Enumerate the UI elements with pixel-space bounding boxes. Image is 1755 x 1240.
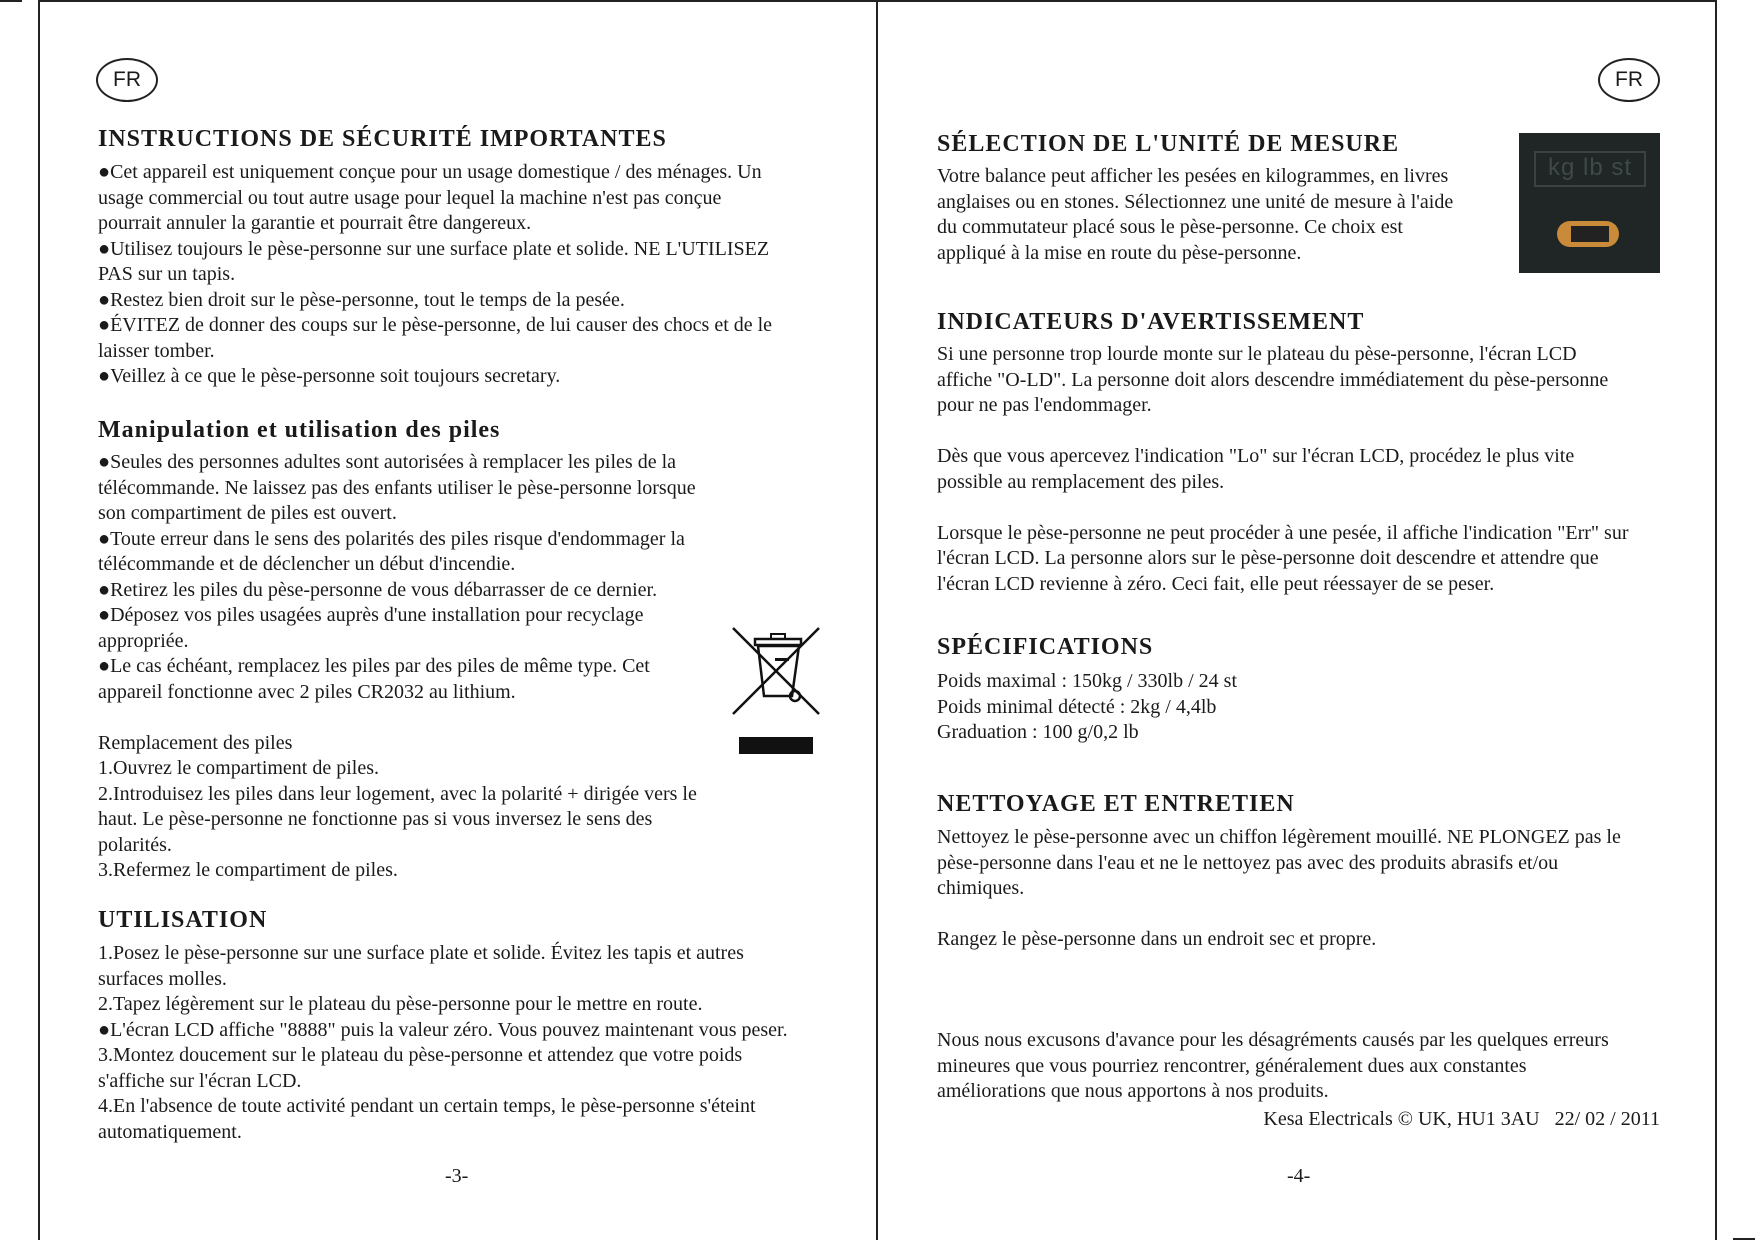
text-line: l'écran LCD. La personne alors sur le pèse-personne doit descendre et attendre que	[937, 547, 1599, 569]
text-line: possible au remplacement des piles.	[937, 470, 1225, 493]
page-number: -4-	[1287, 1165, 1311, 1187]
text-line: ●Déposez vos piles usagées auprès d'une installation pour recyclage	[98, 604, 644, 626]
section-heading: INSTRUCTIONS DE SÉCURITÉ IMPORTANTES	[98, 126, 667, 152]
language-badge: FR	[1598, 58, 1660, 102]
text-line: télécommande et de déclencher un début d'incendie.	[98, 553, 516, 575]
unit-switch-label: kg lb st	[1534, 151, 1646, 187]
text-line: ●Le cas échéant, remplacez les piles par des piles de même type. Cet	[98, 655, 650, 677]
text-line: Poids maximal : 150kg / 330lb / 24 st	[937, 670, 1238, 692]
text-line: ●Veillez à ce que le pèse-personne soit toujours secretary.	[98, 365, 561, 387]
section-heading: NETTOYAGE ET ENTRETIEN	[937, 791, 1295, 817]
text-line: ●Utilisez toujours le pèse-personne sur une surface plate et solide. NE L'UTILISEZ	[98, 237, 770, 260]
weee-crossed-bin-icon	[729, 624, 823, 758]
text-line: mineures que vous pourriez rencontrer, généralement dues aux constantes	[937, 1054, 1527, 1077]
section-heading: SÉLECTION DE L'UNITÉ DE MESURE	[937, 131, 1400, 157]
text-line: pourrait annuler la garantie et pourrait être dangereux.	[98, 212, 532, 234]
text-line: pour ne pas l'endommager.	[937, 394, 1152, 416]
section-body	[98, 450, 697, 884]
text-line: ●L'écran LCD affiche "8888" puis la valeur zéro. Vous pouvez maintenant vous peser.	[98, 1018, 788, 1041]
text-line: pèse-personne dans l'eau et ne le nettoyez pas avec des produits abrasifs et/ou	[937, 851, 1559, 874]
text-line: Poids minimal détecté : 2kg / 4,4lb	[937, 695, 1217, 718]
text-line: polarités.	[98, 833, 172, 856]
language-badge: FR	[96, 58, 158, 102]
left-page-border	[38, 0, 40, 1240]
text-line: Graduation : 100 g/0,2 lb	[937, 721, 1139, 743]
text-line: télécommande. Ne laissez pas des enfants utiliser le pèse-personne lorsque	[98, 476, 696, 499]
page-divider	[876, 0, 878, 1240]
text-line: laisser tomber.	[98, 339, 215, 362]
text-line: s'affiche sur l'écran LCD.	[98, 1069, 302, 1092]
section-body	[98, 160, 772, 390]
section-body	[937, 164, 1453, 266]
text-line: 3.Refermez le compartiment de piles.	[98, 859, 398, 881]
text-line: 2.Tapez légèrement sur le plateau du pèse-personne pour le mettre en route.	[98, 993, 703, 1015]
text-line: affiche "O-LD". La personne doit alors descendre immédiatement du pèse-personne	[937, 368, 1609, 391]
text-line: anglaises ou en stones. Sélectionnez une unité de mesure à l'aide	[937, 190, 1454, 213]
text-line: 2.Introduisez les piles dans leur logement, avec la polarité + dirigée vers le	[98, 782, 697, 805]
text-line: appliqué à la mise en route du pèse-personne.	[937, 241, 1302, 264]
section-heading: UTILISATION	[98, 907, 268, 933]
section-body	[937, 669, 1237, 746]
text-line: appropriée.	[98, 629, 189, 652]
footer-copyright: Kesa Electricals © UK, HU1 3AU 22/ 02 / 2011	[1263, 1108, 1660, 1130]
section-body	[98, 941, 788, 1145]
text-line: Votre balance peut afficher les pesées en kilogrammes, en livres	[937, 165, 1449, 187]
text-line: Si une personne trop lourde monte sur le plateau du pèse-personne, l'écran LCD	[937, 343, 1577, 365]
text-line: automatiquement.	[98, 1120, 242, 1143]
text-line: l'écran LCD revienne à zéro. Ceci fait, elle peut réessayer de se peser.	[937, 572, 1495, 595]
text-line: son compartiment de piles est ouvert.	[98, 502, 397, 524]
unit-slider-switch	[1557, 221, 1619, 247]
section-heading: SPÉCIFICATIONS	[937, 634, 1154, 660]
text-line: ●Retirez les piles du pèse-personne de vous débarrasser de ce dernier.	[98, 578, 658, 601]
text-line	[937, 495, 1629, 521]
text-line: PAS sur un tapis.	[98, 263, 236, 285]
text-line: usage commercial ou tout autre usage pour lequel la machine n'est pas conçue	[98, 186, 722, 209]
section-heading: INDICATEURS D'AVERTISSEMENT	[937, 309, 1365, 335]
text-line: Nettoyez le pèse-personne avec un chiffon légèrement mouillé. NE PLONGEZ pas le	[937, 826, 1621, 848]
text-line: Nous nous excusons d'avance pour les désagréments causés par les quelques erreurs	[937, 1029, 1609, 1051]
text-line: chimiques.	[937, 877, 1025, 899]
text-line: 1.Posez le pèse-personne sur une surface plate et solide. Évitez les tapis et autres	[98, 942, 744, 964]
text-line: 1.Ouvrez le compartiment de piles.	[98, 757, 380, 779]
text-line: 3.Montez doucement sur le plateau du pèse-personne et attendez que votre poids	[98, 1044, 743, 1066]
text-line: ●Restez bien droit sur le pèse-personne, tout le temps de la pesée.	[98, 288, 625, 311]
unit-switch-photo	[1519, 133, 1660, 273]
page-number: -3-	[445, 1165, 469, 1187]
section-heading: Manipulation et utilisation des piles	[98, 417, 501, 443]
text-line: surfaces molles.	[98, 967, 227, 990]
text-line: ●Toute erreur dans le sens des polarités des piles risque d'endommager la	[98, 527, 685, 550]
text-line: ●Cet appareil est uniquement conçue pour un usage domestique / des ménages. Un	[98, 161, 762, 183]
text-line: ●ÉVITEZ de donner des coups sur le pèse-personne, de lui causer des chocs et de le	[98, 314, 773, 336]
text-line	[937, 902, 1621, 928]
page-top-border	[39, 0, 1717, 2]
crop-mark	[0, 0, 22, 2]
text-line: améliorations que nous apportons à nos produits.	[937, 1080, 1329, 1102]
text-line: Dès que vous apercevez l'indication "Lo" sur l'écran LCD, procédez le plus vite	[937, 445, 1575, 467]
text-line: Rangez le pèse-personne dans un endroit sec et propre.	[937, 928, 1377, 950]
text-line: ●Seules des personnes adultes sont autorisées à remplacer les piles de la	[98, 451, 677, 473]
text-line: du commutateur placé sous le pèse-personne. Ce choix est	[937, 216, 1403, 238]
right-page-border	[1715, 0, 1717, 1240]
text-line: haut. Le pèse-personne ne fonctionne pas si vous inversez le sens des	[98, 808, 653, 830]
text-line: appareil fonctionne avec 2 piles CR2032 au lithium.	[98, 680, 516, 703]
text-line	[98, 705, 697, 731]
text-line: Remplacement des piles	[98, 731, 293, 754]
section-body	[937, 825, 1621, 953]
text-line	[937, 419, 1629, 445]
text-line: Lorsque le pèse-personne ne peut procéder à une pesée, il affiche l'indication "Err" sur	[937, 521, 1629, 544]
apology-note	[937, 1028, 1609, 1105]
text-line: 4.En l'absence de toute activité pendant un certain temps, le pèse-personne s'éteint	[98, 1095, 756, 1117]
section-body	[937, 342, 1629, 597]
